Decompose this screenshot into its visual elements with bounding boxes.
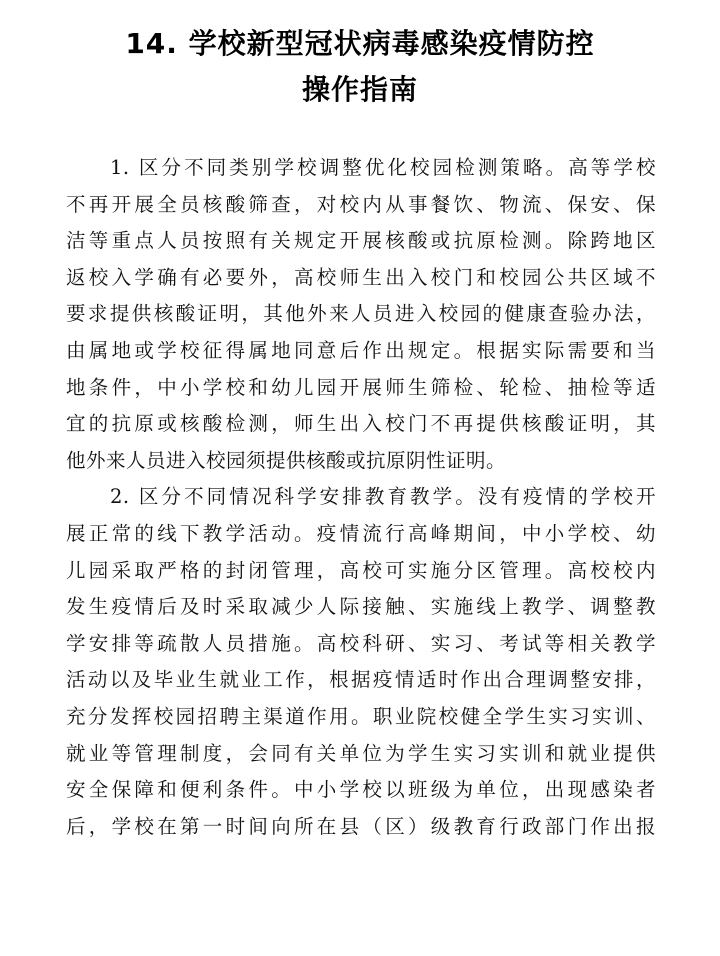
- paragraph-1-line: 地条件，中小学校和幼儿园开展师生筛检、轮检、抽检等适: [66, 375, 656, 399]
- paragraph-2-line: 后，学校在第一时间向所在县（区）级教育行政部门作出报: [66, 814, 656, 838]
- paragraph-2-line: 安全保障和便利条件。中小学校以班级为单位，出现感染者: [66, 778, 656, 802]
- paragraph-2-line: 发生疫情后及时采取减少人际接触、实施线上教学、调整教: [66, 595, 656, 619]
- paragraph-2-line: 学安排等疏散人员措施。高校科研、实习、考试等相关教学: [66, 631, 656, 655]
- paragraph-2-line: 儿园采取严格的封闭管理，高校可实施分区管理。高校校内: [66, 558, 656, 582]
- paragraph-2-line: 充分发挥校园招聘主渠道作用。职业院校健全学生实习实训、: [66, 704, 656, 728]
- paragraph-1-line: 要求提供核酸证明，其他外来人员进入校园的健康查验办法，: [66, 302, 656, 326]
- document-title-line-2: 操作指南: [301, 73, 418, 106]
- paragraph-1-line: 他外来人员进入校园须提供核酸或抗原阴性证明。: [66, 448, 507, 472]
- paragraph-1-line: 返校入学确有必要外，高校师生出入校门和校园公共区域不: [66, 265, 656, 289]
- paragraph-1-line: 1. 区分不同类别学校调整优化校园检测策略。高等学校: [110, 156, 656, 179]
- document-title-line-1: 14. 学校新型冠状病毒感染疫情防控: [125, 27, 595, 60]
- document-body: [66, 150, 656, 845]
- paragraph-2-line: 就业等管理制度，会同有关单位为学生实习实训和就业提供: [66, 741, 656, 765]
- paragraph-2-line: 活动以及毕业生就业工作，根据疫情适时作出合理调整安排，: [66, 668, 656, 692]
- paragraph-1-line: 不再开展全员核酸筛查，对校内从事餐饮、物流、保安、保: [66, 192, 656, 216]
- paragraph-1-line: 洁等重点人员按照有关规定开展核酸或抗原检测。除跨地区: [66, 229, 656, 253]
- paragraph-2-line: 展正常的线下教学活动。疫情流行高峰期间，中小学校、幼: [66, 521, 656, 545]
- paragraph-1-line: 由属地或学校征得属地同意后作出规定。根据实际需要和当: [66, 338, 656, 362]
- paragraph-1-line: 宜的抗原或核酸检测，师生出入校门不再提供核酸证明，其: [66, 412, 656, 436]
- paragraph-2-line: 2. 区分不同情况科学安排教育教学。没有疫情的学校开: [110, 485, 656, 509]
